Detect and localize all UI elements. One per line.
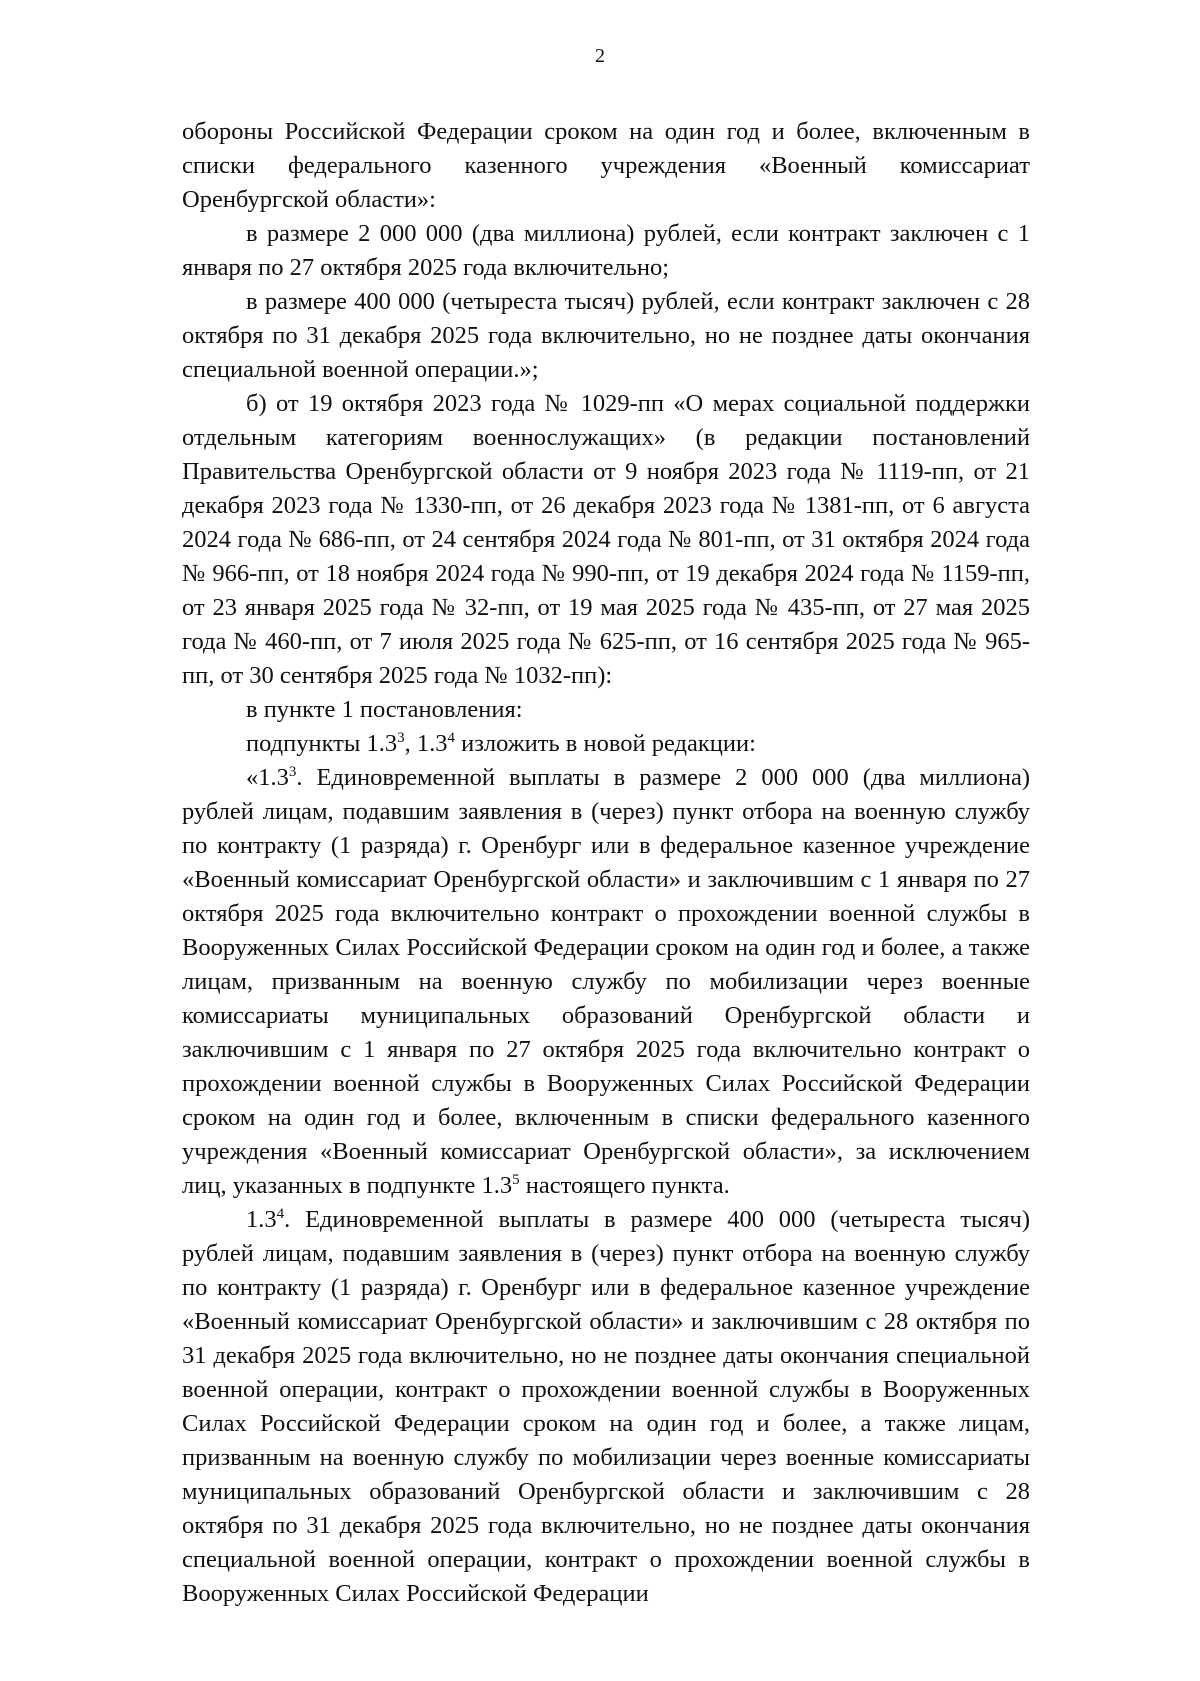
paragraph-point-1: в пункте 1 постановления: bbox=[246, 696, 523, 723]
paragraph-subpoints-intro bbox=[182, 727, 1030, 761]
paragraph-payment-400-thousand: в размере 400 000 (четыреста тысяч) рублей, если контракт заключен с 28 октября по 31 декабря 2025 года включительно, но не позднее даты окончания специальной военной операции.»; bbox=[182, 288, 1030, 383]
paragraph-subpoint-1-3-3 bbox=[182, 761, 1030, 1203]
page-number: 2 bbox=[595, 45, 605, 67]
paragraph-payment-2-million: в размере 2 000 000 (два миллиона) рублей, если контракт заключен с 1 января по 27 октября 2025 года включительно; bbox=[182, 220, 1030, 281]
text-fragment: подпункты 1.3 bbox=[246, 730, 398, 757]
paragraph-resolution-1029: б) от 19 октября 2023 года № 1029-пп «О мерах социальной поддержки отдельным категориям военнослужащих» (в редакции постановлений Правительства Оренбургской области от 9 ноября 2023 года № 1119-пп, от 21 декабря 2023 года № 1330-пп, от 26 декабря 2023 года № 1381-пп, от 6 августа 2024 года № 686-пп, от 24 сентября 2024 года № 801-пп, от 31 октября 2024 года № 966-пп, от 18 ноября 2024 года № 990-пп, от 19 декабря 2024 года № 1159-пп, от 23 января 2025 года № 32-пп, от 19 мая 2025 года № 435-пп, от 27 мая 2025 года № 460-пп, от 7 июля 2025 года № 625-пп, от 16 сентября 2025 года № 965-пп, от 30 сентября 2025 года № 1032-пп): bbox=[182, 390, 1030, 689]
paragraph-continuation: обороны Российской Федерации сроком на один год и более, включенным в списки федерального казенного учреждения «Военный комиссариат Оренбургской области»: bbox=[182, 118, 1030, 213]
superscript: 3 bbox=[397, 730, 405, 746]
text-fragment: . Единовременной выплаты в размере 400 000 (четыреста тысяч) рублей лицам, подавшим заявления в (через) пункт отбора на военную службу по контракту (1 разряда) г. Оренбург или в федеральное казенное учреждение «Военный комиссариат Оренбургской области» и заключившим с 28 октября по 31 декабря 2025 года включительно, но не позднее даты окончания специальной военной операции, контракт о прохождении военной службы в Вооруженных Силах Российской Федерации сроком на один год и более, а также лицам, призванным на военную службу по мобилизации через военные комиссариаты муниципальных образований Оренбургской области и заключившим с 28 октября по 31 декабря 2025 года включительно, но не позднее даты окончания специальной военной операции, контракт о прохождении военной службы в Вооруженных Силах Российской Федерации bbox=[182, 1206, 1030, 1607]
text-fragment: изложить в новой редакции: bbox=[454, 730, 756, 757]
superscript: 5 bbox=[512, 1172, 520, 1188]
superscript: 3 bbox=[288, 764, 297, 780]
paragraph-subpoint-1-3-4 bbox=[182, 1203, 1030, 1611]
document-body bbox=[182, 115, 1030, 1611]
text-fragment: «1.3 bbox=[246, 764, 289, 791]
superscript: 4 bbox=[447, 730, 455, 746]
text-fragment: 1.3 bbox=[246, 1206, 277, 1233]
superscript: 4 bbox=[276, 1206, 285, 1222]
text-fragment: . Единовременной выплаты в размере 2 000 000 (два миллиона) рублей лицам, подавшим заявления в (через) пункт отбора на военную службу по контракту (1 разряда) г. Оренбург или в федеральное казенное учреждение «Военный комиссариат Оренбургской области» и заключившим с 1 января по 27 октября 2025 года включительно контракт о прохождении военной службы в Вооруженных Силах Российской Федерации сроком на один год и более, а также лицам, призванным на военную службу по мобилизации через военные комиссариаты муниципальных образований Оренбургской области и заключившим с 1 января по 27 октября 2025 года включительно контракт о прохождении военной службы в Вооруженных Силах Российской Федерации сроком на один год и более, включенным в списки федерального казенного учреждения «Военный комиссариат Оренбургской области», за исключением лиц, указанных в подпункте 1.3 bbox=[182, 764, 1030, 1199]
text-fragment: настоящего пункта. bbox=[519, 1172, 730, 1199]
text-fragment: , 1.3 bbox=[404, 730, 448, 757]
